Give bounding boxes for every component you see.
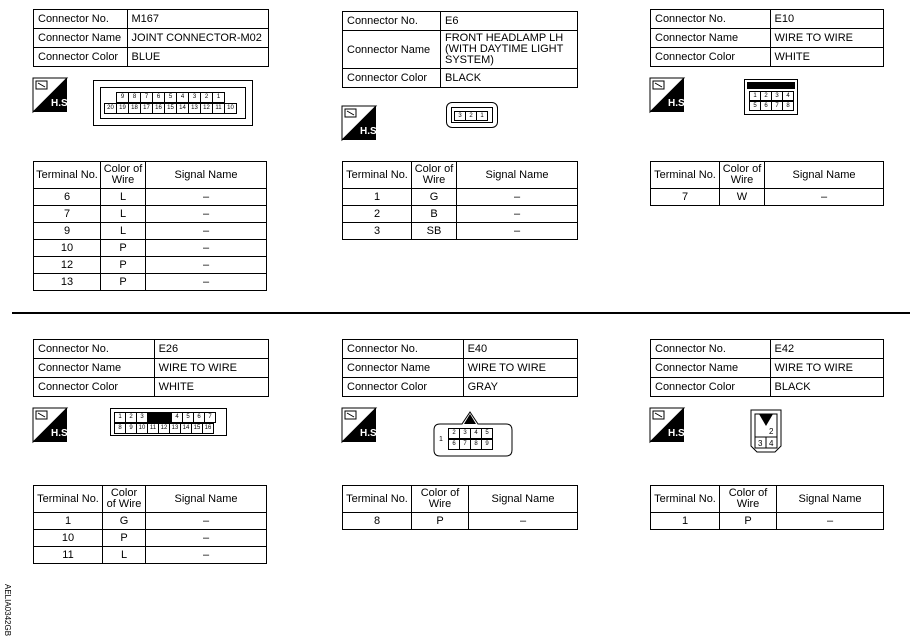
terminal-panel-e6 — [342, 161, 578, 240]
pin-7: 7 — [204, 412, 216, 423]
connector-no-value: M167 — [127, 10, 268, 29]
connector-info-table — [342, 11, 578, 88]
connector-name-value: WIRE TO WIRE — [770, 359, 883, 378]
terminal-table — [650, 161, 884, 206]
pin-8: 8 — [128, 92, 141, 103]
terminal-no-cell: 6 — [34, 189, 101, 206]
color-of-wire-header: Color of Wire — [412, 486, 469, 513]
wire-color-cell: P — [103, 530, 146, 547]
pin-6: 6 — [193, 412, 205, 423]
connector-no-label: Connector No. — [651, 340, 771, 359]
pin-5: 5 — [164, 92, 177, 103]
pin-2: 2 — [760, 91, 772, 101]
terminal-no-cell: 12 — [34, 257, 101, 274]
signal-name-header: Signal Name — [457, 162, 578, 189]
pin-7: 7 — [459, 439, 471, 450]
terminal-panel-e26 — [33, 485, 267, 564]
wire-color-cell: P — [101, 240, 146, 257]
signal-name-header: Signal Name — [765, 162, 884, 189]
pin-3: 3 — [136, 412, 148, 423]
pin-4: 4 — [470, 428, 482, 439]
wire-color-cell: B — [412, 206, 457, 223]
table-row — [343, 206, 578, 223]
hs-label: H.S. — [360, 126, 380, 137]
connector-info-table — [650, 9, 884, 67]
terminal-no-cell: 7 — [651, 189, 720, 206]
connector-name-label: Connector Name — [651, 359, 771, 378]
connector-name-label: Connector Name — [343, 31, 441, 69]
wire-color-cell: L — [101, 223, 146, 240]
pin-10: 10 — [136, 423, 148, 434]
terminal-no-cell: 10 — [34, 530, 103, 547]
wire-color-cell: P — [101, 257, 146, 274]
connector-name-value: WIRE TO WIRE — [770, 29, 883, 48]
connector-color-label: Connector Color — [34, 378, 155, 397]
pin-7: 7 — [140, 92, 153, 103]
terminal-no-cell: 1 — [651, 513, 720, 530]
terminal-no-cell: 8 — [343, 513, 412, 530]
table-row — [651, 189, 884, 206]
wire-color-cell: G — [103, 513, 146, 530]
hs-icon — [650, 78, 688, 112]
color-of-wire-header: Color of Wire — [720, 486, 777, 513]
pin-9: 9 — [481, 439, 493, 450]
signal-name-cell: – — [777, 513, 884, 530]
connector-panel-e6 — [342, 11, 578, 88]
wire-color-cell: L — [101, 206, 146, 223]
terminal-no-header: Terminal No. — [34, 486, 103, 513]
pin-15: 15 — [191, 423, 203, 434]
pin-5: 5 — [749, 101, 761, 111]
color-of-wire-header: Color of Wire — [101, 162, 146, 189]
connector-diagram-e6 — [446, 102, 498, 128]
connector-name-value: JOINT CONNECTOR-M02 — [127, 29, 268, 48]
pin-4: 4 — [171, 412, 183, 423]
wire-color-cell: G — [412, 189, 457, 206]
pin-5: 5 — [182, 412, 194, 423]
connector-color-label: Connector Color — [343, 378, 464, 397]
signal-name-cell: – — [457, 206, 578, 223]
wire-color-cell: SB — [412, 223, 457, 240]
connector-no-label: Connector No. — [34, 10, 128, 29]
connector-no-label: Connector No. — [651, 10, 771, 29]
connector-diagram-e10 — [744, 79, 798, 115]
connector-info-table — [33, 9, 269, 67]
signal-name-cell: – — [765, 189, 884, 206]
signal-name-cell: – — [469, 513, 578, 530]
connector-panel-m167 — [33, 9, 269, 67]
connector-color-label: Connector Color — [651, 48, 771, 67]
terminal-no-cell: 1 — [343, 189, 412, 206]
pin-8: 8 — [470, 439, 482, 450]
pin-1: 1 — [476, 111, 488, 121]
connector-color-value: BLACK — [441, 69, 578, 88]
table-row — [34, 530, 267, 547]
connector-info-table — [33, 339, 269, 397]
pin-2: 2 — [465, 111, 477, 121]
connector-panel-e26 — [33, 339, 269, 397]
table-row — [34, 223, 267, 240]
connector-name-label: Connector Name — [343, 359, 464, 378]
connector-name-label: Connector Name — [34, 359, 155, 378]
connector-info-table — [342, 339, 578, 397]
pin-2: 2 — [769, 427, 774, 436]
connector-diagram-e42 — [745, 406, 787, 454]
hs-label: H.S. — [668, 428, 688, 439]
table-row — [343, 189, 578, 206]
terminal-no-cell: 10 — [34, 240, 101, 257]
terminal-no-cell: 11 — [34, 547, 103, 564]
pin-1: 1 — [212, 92, 225, 103]
terminal-no-header: Terminal No. — [343, 486, 412, 513]
terminal-table — [33, 485, 267, 564]
table-row — [343, 513, 578, 530]
pin-12: 12 — [200, 103, 213, 114]
table-row — [343, 223, 578, 240]
signal-name-cell: – — [146, 513, 267, 530]
connector-color-value: BLUE — [127, 48, 268, 67]
pin-19: 19 — [116, 103, 129, 114]
terminal-no-cell: 9 — [34, 223, 101, 240]
connector-name-value: WIRE TO WIRE — [154, 359, 268, 378]
pin-13: 13 — [188, 103, 201, 114]
pin-12: 12 — [158, 423, 170, 434]
connector-no-label: Connector No. — [343, 12, 441, 31]
pin-3: 3 — [188, 92, 201, 103]
connector-no-value: E10 — [770, 10, 883, 29]
connector-no-value: E6 — [441, 12, 578, 31]
connector-panel-e10 — [650, 9, 884, 67]
connector-no-label: Connector No. — [34, 340, 155, 359]
pin-14: 14 — [176, 103, 189, 114]
pin-13: 13 — [169, 423, 181, 434]
connector-name-label: Connector Name — [651, 29, 771, 48]
terminal-no-cell: 3 — [343, 223, 412, 240]
signal-name-header: Signal Name — [469, 486, 578, 513]
connector-key-block — [147, 412, 171, 423]
connector-info-table — [650, 339, 884, 397]
wire-color-cell: P — [412, 513, 469, 530]
pin-20: 20 — [104, 103, 117, 114]
signal-name-cell: – — [146, 547, 267, 564]
connector-panel-e42 — [650, 339, 884, 397]
table-row — [34, 274, 267, 291]
pin-3: 3 — [459, 428, 471, 439]
connector-name-label: Connector Name — [34, 29, 128, 48]
terminal-panel-m167 — [33, 161, 267, 291]
wire-color-cell: P — [720, 513, 777, 530]
connector-color-label: Connector Color — [343, 69, 441, 88]
pin-6: 6 — [760, 101, 772, 111]
pin-9: 9 — [116, 92, 129, 103]
terminal-no-header: Terminal No. — [343, 162, 412, 189]
section-divider — [12, 312, 910, 314]
hs-label: H.S. — [360, 428, 380, 439]
connector-name-value: WIRE TO WIRE — [463, 359, 577, 378]
pin-4: 4 — [769, 439, 774, 448]
connector-no-value: E26 — [154, 340, 268, 359]
pin-1: 1 — [114, 412, 126, 423]
terminal-no-cell: 7 — [34, 206, 101, 223]
connector-diagram-e26 — [110, 408, 227, 436]
connector-color-value: GRAY — [463, 378, 577, 397]
terminal-table — [342, 161, 578, 240]
pin-6: 6 — [448, 439, 460, 450]
color-of-wire-header: Color of Wire — [412, 162, 457, 189]
pin-7: 7 — [771, 101, 783, 111]
pin-3: 3 — [758, 439, 763, 448]
signal-name-cell: – — [146, 240, 267, 257]
wire-color-cell: L — [101, 189, 146, 206]
table-row — [34, 240, 267, 257]
signal-name-cell: – — [457, 189, 578, 206]
hs-icon — [33, 78, 71, 112]
connector-diagram-m167 — [93, 80, 253, 126]
wire-color-cell: P — [101, 274, 146, 291]
table-row — [651, 513, 884, 530]
connector-color-value: WHITE — [154, 378, 268, 397]
signal-name-header: Signal Name — [777, 486, 884, 513]
pin-14: 14 — [180, 423, 192, 434]
signal-name-cell: – — [457, 223, 578, 240]
pin-2: 2 — [200, 92, 213, 103]
signal-name-cell: – — [146, 530, 267, 547]
hs-icon — [342, 408, 380, 442]
pin-17: 17 — [140, 103, 153, 114]
connector-no-label: Connector No. — [343, 340, 464, 359]
terminal-no-header: Terminal No. — [651, 162, 720, 189]
terminal-table — [33, 161, 267, 291]
signal-name-cell: – — [146, 274, 267, 291]
color-of-wire-header: Color of Wire — [103, 486, 146, 513]
pin-3: 3 — [771, 91, 783, 101]
figure-id: AELIA0342GB — [3, 584, 12, 637]
table-row — [34, 257, 267, 274]
pin-3: 3 — [454, 111, 466, 121]
pin-18: 18 — [128, 103, 141, 114]
color-of-wire-header: Color of Wire — [720, 162, 765, 189]
hs-label: H.S. — [51, 98, 71, 109]
connector-no-value: E40 — [463, 340, 577, 359]
wire-color-cell: L — [103, 547, 146, 564]
terminal-panel-e42 — [650, 485, 884, 530]
pin-8: 8 — [114, 423, 126, 434]
table-row — [34, 206, 267, 223]
pin-8: 8 — [782, 101, 794, 111]
hs-label: H.S. — [51, 428, 71, 439]
pin-9: 9 — [125, 423, 137, 434]
pin-16: 16 — [202, 423, 214, 434]
pin-1: 1 — [439, 436, 443, 443]
pin-4: 4 — [782, 91, 794, 101]
terminal-no-header: Terminal No. — [34, 162, 101, 189]
connector-diagram-e40 — [428, 408, 516, 460]
signal-name-header: Signal Name — [146, 162, 267, 189]
terminal-table — [342, 485, 578, 530]
connector-color-value: WHITE — [770, 48, 883, 67]
pin-11: 11 — [147, 423, 159, 434]
terminal-panel-e40 — [342, 485, 578, 530]
pin-2: 2 — [448, 428, 460, 439]
hs-icon — [33, 408, 71, 442]
wire-color-cell: W — [720, 189, 765, 206]
connector-name-value: FRONT HEADLAMP LH (WITH DAYTIME LIGHT SYSTEM) — [441, 31, 578, 69]
table-row — [34, 513, 267, 530]
connector-color-value: BLACK — [770, 378, 883, 397]
pin-5: 5 — [481, 428, 493, 439]
hs-icon — [650, 408, 688, 442]
pin-1: 1 — [749, 91, 761, 101]
terminal-no-cell: 2 — [343, 206, 412, 223]
pin-2: 2 — [125, 412, 137, 423]
pin-16: 16 — [152, 103, 165, 114]
signal-name-cell: – — [146, 189, 267, 206]
pin-11: 11 — [212, 103, 225, 114]
connector-color-label: Connector Color — [651, 378, 771, 397]
connector-color-label: Connector Color — [34, 48, 128, 67]
pin-15: 15 — [164, 103, 177, 114]
connector-panel-e40 — [342, 339, 578, 397]
connector-no-value: E42 — [770, 340, 883, 359]
terminal-panel-e10 — [650, 161, 884, 206]
pin-6: 6 — [152, 92, 165, 103]
signal-name-cell: – — [146, 257, 267, 274]
pin-10: 10 — [224, 103, 237, 114]
terminal-no-cell: 13 — [34, 274, 101, 291]
terminal-no-header: Terminal No. — [651, 486, 720, 513]
table-row — [34, 547, 267, 564]
terminal-no-cell: 1 — [34, 513, 103, 530]
hs-label: H.S. — [668, 98, 688, 109]
table-row — [34, 189, 267, 206]
hs-icon — [342, 106, 380, 140]
pin-4: 4 — [176, 92, 189, 103]
signal-name-cell: – — [146, 206, 267, 223]
signal-name-header: Signal Name — [146, 486, 267, 513]
terminal-table — [650, 485, 884, 530]
signal-name-cell: – — [146, 223, 267, 240]
